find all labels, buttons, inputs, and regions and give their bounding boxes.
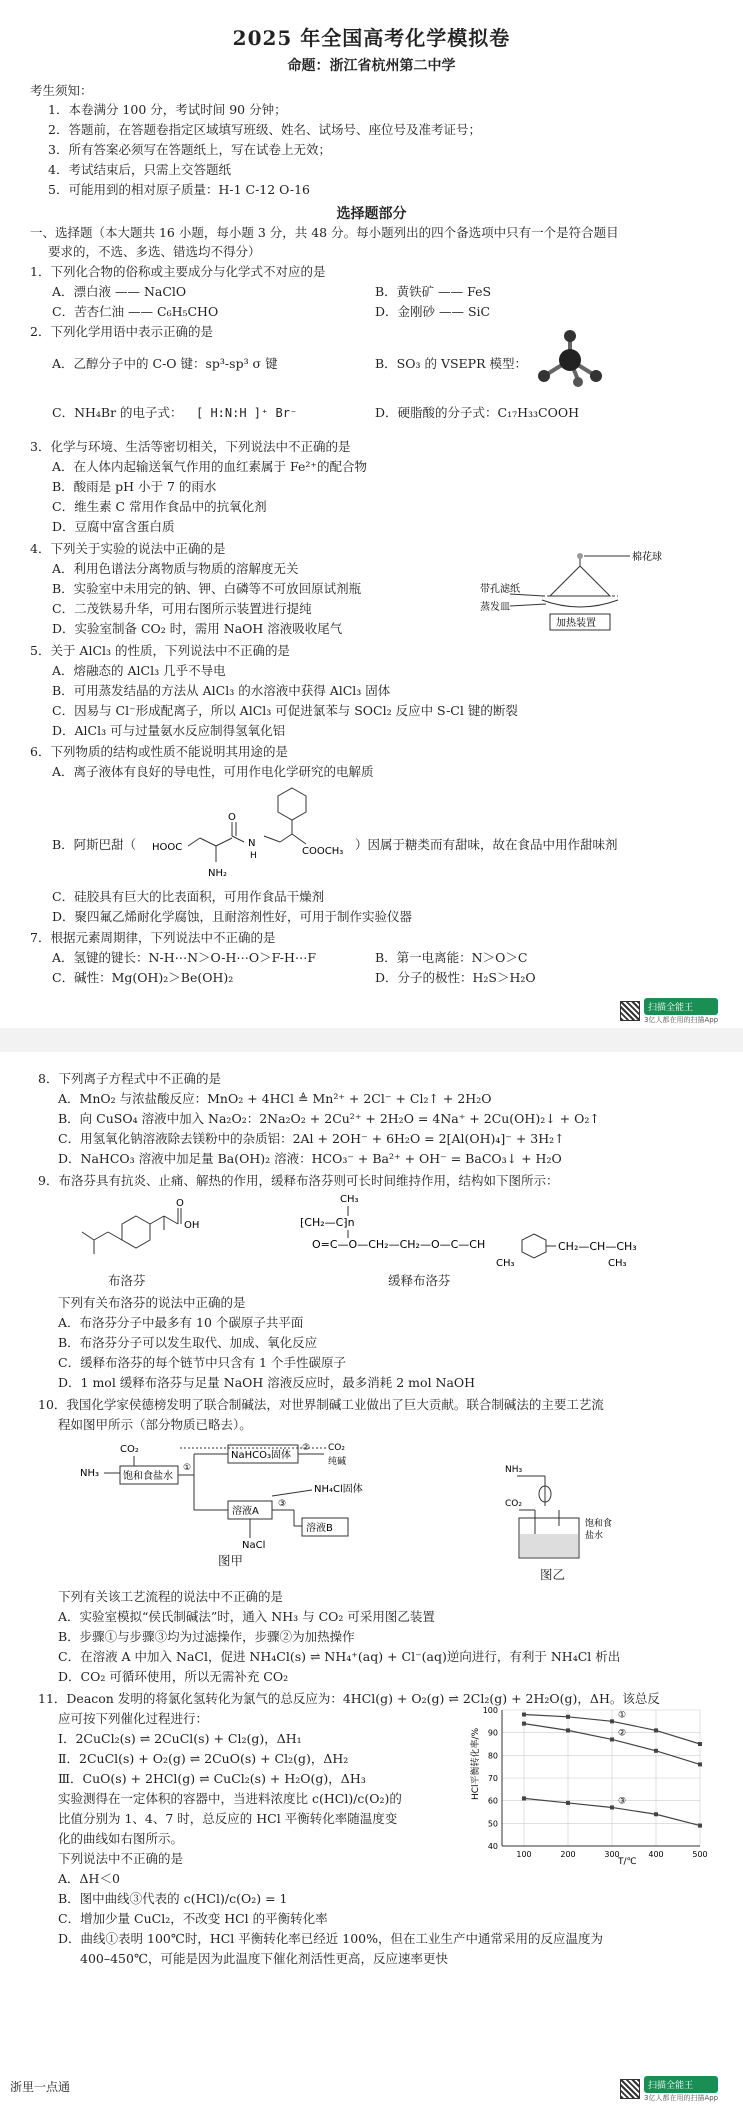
group-oh: OH: [184, 1220, 200, 1231]
y-tick-label: 90: [487, 1728, 498, 1738]
q1-option-b: B．黄铁矿 —— FeS: [375, 284, 492, 299]
data-point: [698, 1742, 702, 1746]
scanner-note: 3亿人都在用的扫描App: [644, 1015, 719, 1024]
figure-a-caption: 图甲: [218, 1553, 244, 1568]
q6-option-a: A．离子液体有良好的导电性，可用作电化学研究的电解质: [52, 764, 374, 779]
qr-code-icon: [620, 1001, 640, 1021]
input-nh3: NH₃: [80, 1468, 100, 1479]
notice-item: 2．答题前，在答题卷指定区域填写班级、姓名、试场号、座位号及准考证号；: [48, 122, 481, 137]
series-label-1: ①: [618, 1710, 627, 1721]
data-point: [522, 1713, 526, 1717]
q5-stem: 5．关于 AlCl₃ 的性质，下列说法中不正确的是: [30, 643, 290, 658]
q4-stem: 4．下列关于实验的说法中正确的是: [30, 541, 226, 556]
page-gap: [0, 1028, 743, 1052]
q7-option-b: B．第一电离能：N＞O＞C: [375, 950, 528, 965]
q11-reaction-1: Ⅰ．2CuCl₂(s) ⇌ 2CuCl(s) + Cl₂(g)，ΔH₁: [58, 1731, 302, 1746]
atom-o: O: [176, 1198, 184, 1209]
step-1: ①: [183, 1463, 192, 1473]
q4-option-d: D．实验室制备 CO₂ 时，需用 NaOH 溶液吸收尾气: [52, 621, 343, 636]
figure-b-apparatus: [505, 1462, 625, 1562]
sustained-release-label: 缓释布洛芬: [388, 1273, 451, 1288]
data-point: [610, 1737, 614, 1741]
isobutyl-tail: CH₂—CH—CH₃: [558, 1240, 637, 1253]
nahco3-solid-box: NaHCO₃固体: [231, 1450, 291, 1461]
data-point: [698, 1762, 702, 1766]
x-tick-label: 400: [648, 1850, 664, 1859]
group-hooc: HOOC: [152, 842, 183, 853]
series-label-2: ②: [618, 1728, 627, 1739]
scanner-note: 3亿人都在用的扫描App: [644, 2093, 719, 2102]
q6-stem: 6．下列物质的结构或性质不能说明其用途的是: [30, 744, 288, 759]
section-intro: 要求的，不选、多选、错选均不得分）: [48, 244, 261, 259]
q5-option-d: D．AlCl₃ 可与过量氨水反应制得氢氧化铝: [52, 723, 286, 738]
so3-vsepr-model: [530, 330, 610, 392]
q7-stem: 7．根据元素周期律，下列说法中不正确的是: [30, 930, 276, 945]
q5-option-b: B．可用蒸发结晶的方法从 AlCl₃ 的水溶液中获得 AlCl₃ 固体: [52, 683, 391, 698]
q10-option-d: D．CO₂ 可循环使用，所以无需补充 CO₂: [58, 1669, 289, 1684]
output-co2: CO₂: [328, 1443, 345, 1453]
q10-stem: 10．我国化学家侯德榜发明了联合制碱法，对世界制碱工业做出了巨大贡献。联合制碱法的主要工艺流: [38, 1397, 604, 1412]
group-nh2: NH₂: [208, 868, 228, 879]
y-tick-label: 70: [487, 1774, 498, 1783]
page-1: [0, 0, 743, 1028]
data-point: [566, 1801, 570, 1805]
series-label-3: ③: [618, 1796, 627, 1807]
figure-a-flowchart: [80, 1440, 410, 1552]
group-ch3: CH₃: [340, 1194, 359, 1205]
data-point: [566, 1728, 570, 1732]
figure-b-caption: 图乙: [540, 1567, 566, 1582]
input-co2: CO₂: [120, 1444, 139, 1455]
q11-text-3: 化的曲线如右图所示。: [58, 1831, 184, 1846]
q11-lead: 下列说法中不正确的是: [58, 1851, 184, 1866]
data-point: [522, 1796, 526, 1800]
step-3: ③: [278, 1499, 287, 1509]
q11-stem-2: 应可按下列催化过程进行：: [58, 1711, 209, 1726]
q7-option-c: C．碱性：Mg(OH)₂＞Be(OH)₂: [52, 970, 234, 985]
q9-option-c: C．缓释布洛芬的每个链节中只含有 1 个手性碳原子: [58, 1355, 346, 1370]
q8-stem: 8．下列离子方程式中不正确的是: [38, 1071, 221, 1086]
group-ch3: CH₃: [496, 1258, 515, 1268]
q3-option-c: C．维生素 C 常用作食品中的抗氧化剂: [52, 499, 267, 514]
chart-ticks: [483, 1706, 708, 1859]
q3-option-d: D．豆腐中富含蛋白质: [52, 519, 175, 534]
q6-option-d: D．聚四氟乙烯耐化学腐蚀，且耐溶剂性好，可用于制作实验仪器: [52, 909, 413, 924]
notice-item: 4．考试结束后，只需上交答题纸: [48, 162, 231, 177]
output-soda: 纯碱: [328, 1457, 347, 1467]
notice-head: 考生须知：: [30, 83, 93, 98]
q1-option-d: D．金刚砂 —— SiC: [375, 304, 491, 319]
q11-option-a: A．ΔH＜0: [58, 1871, 120, 1886]
q9-option-b: B．布洛芬分子可以发生取代、加成、氧化反应: [58, 1335, 318, 1350]
brine-label: 饱和食: [585, 1519, 613, 1529]
data-point: [654, 1749, 658, 1753]
label-cotton-ball: 棉花球: [632, 552, 662, 563]
label-evaporating-dish: 蒸发皿: [480, 602, 510, 613]
q1-option-a: A．漂白液 —— NaClO: [52, 284, 187, 299]
y-tick-label: 100: [482, 1706, 498, 1715]
q7-option-d: D．分子的极性：H₂S＞H₂O: [375, 970, 536, 985]
q1-option-c: C．苦杏仁油 —— C₆H₅CHO: [52, 304, 219, 319]
q9-option-d: D．1 mol 缓释布洛芬与足量 NaOH 溶液反应时，最多消耗 2 mol NaOH: [58, 1375, 476, 1390]
section-title: 选择题部分: [336, 206, 407, 222]
q1-stem: 1．下列化合物的俗称或主要成分与化学式不对应的是: [30, 264, 326, 279]
q6-option-b-end: ）因属于糖类而有甜味，故在食品中用作甜味剂: [355, 837, 618, 852]
q2-option-a: A．乙醇分子中的 C-O 键：sp³-sp³ σ 键: [52, 356, 278, 371]
group-cooch3: COOCH₃: [302, 846, 344, 857]
atom-n: N: [248, 838, 256, 849]
q2-option-c: C．NH₄Br 的电子式：: [52, 405, 183, 420]
nh4br-electron-formula: [ H:N:H ]⁺ Br⁻: [196, 406, 298, 420]
q2-option-b: B．SO₃ 的 VSEPR 模型：: [375, 356, 527, 371]
q4-option-c: C．二茂铁易升华，可用右图所示装置进行提纯: [52, 601, 312, 616]
scanner-watermark: [620, 1000, 732, 1022]
brine-box: 饱和食盐水: [123, 1471, 173, 1482]
q10-option-c: C．在溶液 A 中加入 NaCl，促进 NH₄Cl(s) ⇌ NH₄⁺(aq) + Cl⁻(aq)逆向进行，有利于 NH₄Cl 析出: [58, 1649, 621, 1664]
exam-subtitle: 命题：浙江省杭州第二中学: [287, 58, 456, 74]
data-point: [698, 1824, 702, 1828]
q3-stem: 3．化学与环境、生活等密切相关，下列说法中不正确的是: [30, 439, 351, 454]
sustained-release-ibuprofen-structure: [290, 1190, 710, 1268]
polymer-backbone: ⁅CH₂—C⁆n: [300, 1216, 355, 1229]
data-point: [610, 1805, 614, 1809]
q10-lead: 下列有关该工艺流程的说法中不正确的是: [58, 1589, 284, 1604]
q4-option-a: A．利用色谱法分离物质与物质的溶解度无关: [52, 561, 299, 576]
brine-label-2: 盐水: [585, 1531, 604, 1541]
sublimation-apparatus-figure: [480, 548, 680, 634]
q9-lead: 下列有关布洛芬的说法中正确的是: [58, 1295, 246, 1310]
chart-xlabel: T/℃: [618, 1857, 637, 1867]
q2-option-d: D．硬脂酸的分子式：C₁₇H₃₃COOH: [375, 405, 579, 420]
data-point: [654, 1812, 658, 1816]
exam-title: 2025 年全国高考化学模拟卷: [232, 26, 511, 50]
q5-option-a: A．熔融态的 AlCl₃ 几乎不导电: [52, 663, 226, 678]
y-tick-label: 60: [487, 1796, 498, 1806]
input-nh3-b: NH₃: [505, 1465, 523, 1475]
solution-a-box: 溶液A: [232, 1506, 259, 1517]
aspartame-structure: [152, 782, 352, 886]
q11-option-b: B．图中曲线③代表的 c(HCl)/c(O₂) = 1: [58, 1891, 288, 1906]
q10-option-b: B．步骤①与步骤③均为过滤操作，步骤②为加热操作: [58, 1629, 355, 1644]
q7-option-a: A．氢键的键长：N-H⋯N＞O-H⋯O＞F-H⋯F: [52, 950, 317, 965]
q11-stem: 11．Deacon 发明的将氯化氢转化为氯气的总反应为：4HCl(g) + O₂(g) ⇌ 2Cl₂(g) + 2H₂O(g)，ΔH。该总反: [38, 1691, 660, 1706]
q11-option-c: C．增加少量 CuCl₂，不改变 HCl 的平衡转化率: [58, 1911, 328, 1926]
q11-text-1: 实验测得在一定体积的容器中，当进料浓度比 c(HCl)/c(O₂)的: [58, 1791, 402, 1806]
y-tick-label: 40: [487, 1842, 498, 1851]
atom-h: H: [250, 851, 257, 861]
q9-option-a: A．布洛芬分子中最多有 10 个碳原子共平面: [58, 1315, 304, 1330]
footer-brand: 浙里一点通: [10, 2080, 71, 2094]
q3-option-b: B．酸雨是 pH 小于 7 的雨水: [52, 479, 217, 494]
q11-reaction-2: Ⅱ．2CuCl(s) + O₂(g) ⇌ 2CuO(s) + Cl₂(g)，ΔH₂: [58, 1751, 349, 1766]
data-point: [522, 1722, 526, 1726]
solution-b-box: 溶液B: [306, 1523, 333, 1534]
output-nh4cl: NH₄Cl固体: [314, 1484, 363, 1495]
q11-text-2: 比值分别为 1、4、7 时，总反应的 HCl 平衡转化率随温度变: [58, 1811, 398, 1826]
section-intro: 一、选择题（本大题共 16 小题，每小题 3 分，共 48 分。每小题列出的四个备选项中只有一个是符合题目: [30, 225, 619, 240]
label-heating-device: 加热装置: [556, 618, 596, 629]
data-point: [566, 1715, 570, 1719]
chart-grid: [502, 1710, 700, 1846]
input-co2-b: CO₂: [505, 1499, 522, 1509]
q8-option-c: C．用氢氧化钠溶液除去镁粉中的杂质铝：2Al + 2OH⁻ + 6H₂O = 2[Al(OH)₄]⁻ + 3H₂↑: [58, 1131, 565, 1146]
notice-item: 1．本卷满分 100 分，考试时间 90 分钟；: [48, 102, 287, 117]
notice-item: 5．可能用到的相对原子质量：H-1 C-12 O-16: [48, 182, 311, 197]
q5-option-c: C．因易与 Cl⁻形成配离子，所以 AlCl₃ 可促进氯苯与 SOCl₂ 反应中 S-Cl 键的断裂: [52, 703, 518, 718]
group-ch3: CH₃: [608, 1258, 627, 1268]
qr-code-icon: [620, 2079, 640, 2099]
data-point: [654, 1728, 658, 1732]
q8-option-d: D．NaHCO₃ 溶液中加足量 Ba(OH)₂ 溶液：HCO₃⁻ + Ba²⁺ + OH⁻ = BaCO₃↓ + H₂O: [58, 1151, 562, 1166]
q3-option-a: A．在人体内起输送氧气作用的血红素属于 Fe²⁺的配合物: [52, 459, 367, 474]
x-tick-label: 200: [560, 1850, 576, 1859]
notice-item: 3．所有答案必须写在答题纸上，写在试卷上无效；: [48, 142, 331, 157]
label-filter-paper: 带孔滤纸: [480, 584, 520, 595]
q11-option-d-2: 400–450℃，可能是因为此温度下催化剂活性更高，反应速率更快: [80, 1951, 448, 1966]
q4-option-b: B．实验室中未用完的钠、钾、白磷等不可放回原试剂瓶: [52, 581, 362, 596]
scanner-watermark-2: [620, 2078, 732, 2100]
scanner-badge: 扫描全能王: [644, 2076, 718, 2093]
q10-option-a: A．实验室模拟“侯氏制碱法”时，通入 NH₃ 与 CO₂ 可采用图乙装置: [58, 1609, 435, 1624]
q8-option-b: B．向 CuSO₄ 溶液中加入 Na₂O₂：2Na₂O₂ + 2Cu²⁺ + 2H₂O = 4Na⁺ + 2Cu(OH)₂↓ + O₂↑: [58, 1111, 600, 1126]
y-tick-label: 50: [487, 1819, 498, 1829]
chart-ylabel: HCl平衡转化率/%: [471, 1727, 481, 1800]
ibuprofen-label: 布洛芬: [108, 1273, 146, 1288]
input-nacl: NaCl: [242, 1540, 266, 1551]
q8-option-a: A．MnO₂ 与浓盐酸反应：MnO₂ + 4HCl ≜ Mn²⁺ + 2Cl⁻ + Cl₂↑ + 2H₂O: [58, 1091, 492, 1106]
data-point: [610, 1719, 614, 1723]
x-tick-label: 300: [604, 1850, 620, 1859]
ibuprofen-structure: [80, 1196, 210, 1266]
y-tick-label: 80: [487, 1751, 498, 1761]
x-tick-label: 100: [516, 1850, 532, 1859]
q11-reaction-3: Ⅲ．CuO(s) + 2HCl(g) ⇌ CuCl₂(s) + H₂O(g)，ΔH₃: [58, 1771, 366, 1786]
q11-option-d: D．曲线①表明 100℃时，HCl 平衡转化率已经近 100%，但在工业生产中通常采用的反应温度为: [58, 1931, 603, 1946]
x-tick-label: 500: [692, 1850, 708, 1859]
step-2: ②: [302, 1443, 311, 1453]
q6-option-b-start: B．阿斯巴甜（: [52, 837, 137, 852]
q10-stem-2: 程如图甲所示（部分物质已略去）。: [58, 1417, 252, 1432]
scanner-badge: 扫描全能王: [644, 998, 718, 1015]
q6-option-c: C．硅胶具有巨大的比表面积，可用作食品干燥剂: [52, 889, 325, 904]
q9-stem: 9．布洛芬具有抗炎、止痛、解热的作用，缓释布洛芬则可长时间维持作用，结构如下图所示：: [38, 1173, 559, 1188]
ester-chain: O=C—O—CH₂—CH₂—O—C—CH: [312, 1238, 486, 1251]
atom-o: O: [228, 812, 236, 823]
q2-stem: 2．下列化学用语中表示正确的是: [30, 324, 213, 339]
hcl-conversion-chart: [468, 1700, 718, 1868]
